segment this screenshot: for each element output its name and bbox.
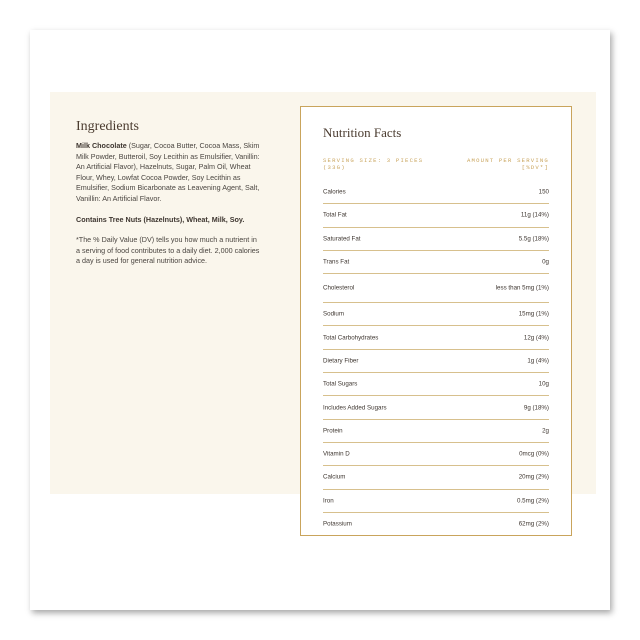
ingredients-section xyxy=(76,119,260,267)
nutrition-row xyxy=(323,204,549,227)
nutrient-name: Calcium xyxy=(323,473,346,481)
nutrient-value: 5.5g (18%) xyxy=(518,235,549,243)
nutrition-row xyxy=(323,443,549,466)
nutrient-value: 20mg (2%) xyxy=(518,473,549,481)
nutrition-row xyxy=(323,181,549,204)
nutrient-value: 2g xyxy=(542,427,549,435)
nutrition-row xyxy=(323,350,549,373)
nutrition-row xyxy=(323,420,549,443)
nutrition-row xyxy=(323,466,549,489)
nutrient-value: 15mg (1%) xyxy=(518,310,549,318)
ingredients-text xyxy=(76,141,260,205)
nutrition-row xyxy=(323,228,549,251)
ingredients-title: Ingredients xyxy=(76,119,139,134)
product-info-card xyxy=(30,30,610,610)
nutrient-value: 9g (18%) xyxy=(523,404,549,412)
nutrient-name: Includes Added Sugars xyxy=(323,404,387,412)
nutrient-value: less than 5mg (1%) xyxy=(495,284,549,292)
nutrition-row xyxy=(323,373,549,396)
nutrition-row xyxy=(323,490,549,513)
nutrient-value: 62mg (2%) xyxy=(518,520,549,528)
nutrient-name: Protein xyxy=(323,427,343,435)
ingredients-lead: Milk Chocolate xyxy=(76,141,127,150)
nutrition-row xyxy=(323,274,549,303)
nutrition-row xyxy=(323,303,549,326)
nutrient-name: Potassium xyxy=(323,520,352,528)
nutrient-name: Dietary Fiber xyxy=(323,357,359,365)
nutrient-value: 12g (4%) xyxy=(523,334,549,342)
nutrient-name: Saturated Fat xyxy=(323,235,361,243)
daily-value-note: *The % Daily Value (DV) tells you how much a nutrient in a serving of food contributes to a daily diet. 2,000 calories a day is used for general nutrition advice. xyxy=(76,235,260,266)
nutrition-facts-title: Nutrition Facts xyxy=(323,125,402,140)
nutrition-row xyxy=(323,251,549,274)
nutrient-value: 0mcg (0%) xyxy=(519,450,549,458)
nutrient-value: 0g xyxy=(542,258,549,266)
nutrient-name: Sodium xyxy=(323,310,344,318)
nutrition-rows xyxy=(323,181,549,535)
nutrition-row xyxy=(323,396,549,419)
nutrient-name: Iron xyxy=(323,497,334,505)
nutrient-value: 11g (14%) xyxy=(520,211,549,219)
nutrient-value: 0.5mg (2%) xyxy=(517,497,549,505)
nutrient-value: 10g xyxy=(538,380,549,388)
nutrient-name: Cholesterol xyxy=(323,284,355,292)
serving-size-label: SERVING SIZE: 3 PIECES (33G) xyxy=(323,157,424,171)
amount-per-serving-label: AMOUNT PER SERVING [%DV*] xyxy=(466,157,549,171)
nutrient-name: Total Fat xyxy=(323,211,347,219)
serving-header xyxy=(323,157,549,171)
nutrient-name: Trans Fat xyxy=(323,258,350,266)
nutrient-value: 1g (4%) xyxy=(527,357,549,365)
nutrient-value: 150 xyxy=(538,188,549,196)
allergen-statement: Contains Tree Nuts (Hazelnuts), Wheat, Milk, Soy. xyxy=(76,214,245,224)
ingredients-body: (Sugar, Cocoa Butter, Cocoa Mass, Skim Milk Powder, Butteroil, Soy Lecithin as Emulsifier, Vanillin: An Artificial Flavor), Hazelnuts, Sugar, Palm Oil, Wheat Flour, Whey, Lowfat Cocoa Powder, Soy Lecithin as Emulsifier, Sodium Bicarbonate as Leavening Agent, Salt, Vanillin: An Artificial Flavor. xyxy=(76,141,260,203)
nutrient-name: Vitamin D xyxy=(323,450,350,458)
nutrient-name: Total Sugars xyxy=(323,380,358,388)
nutrition-row xyxy=(323,513,549,535)
nutrition-row xyxy=(323,326,549,349)
nutrition-facts-panel xyxy=(300,106,572,536)
nutrient-name: Total Carbohydrates xyxy=(323,334,379,342)
nutrient-name: Calories xyxy=(323,188,346,196)
